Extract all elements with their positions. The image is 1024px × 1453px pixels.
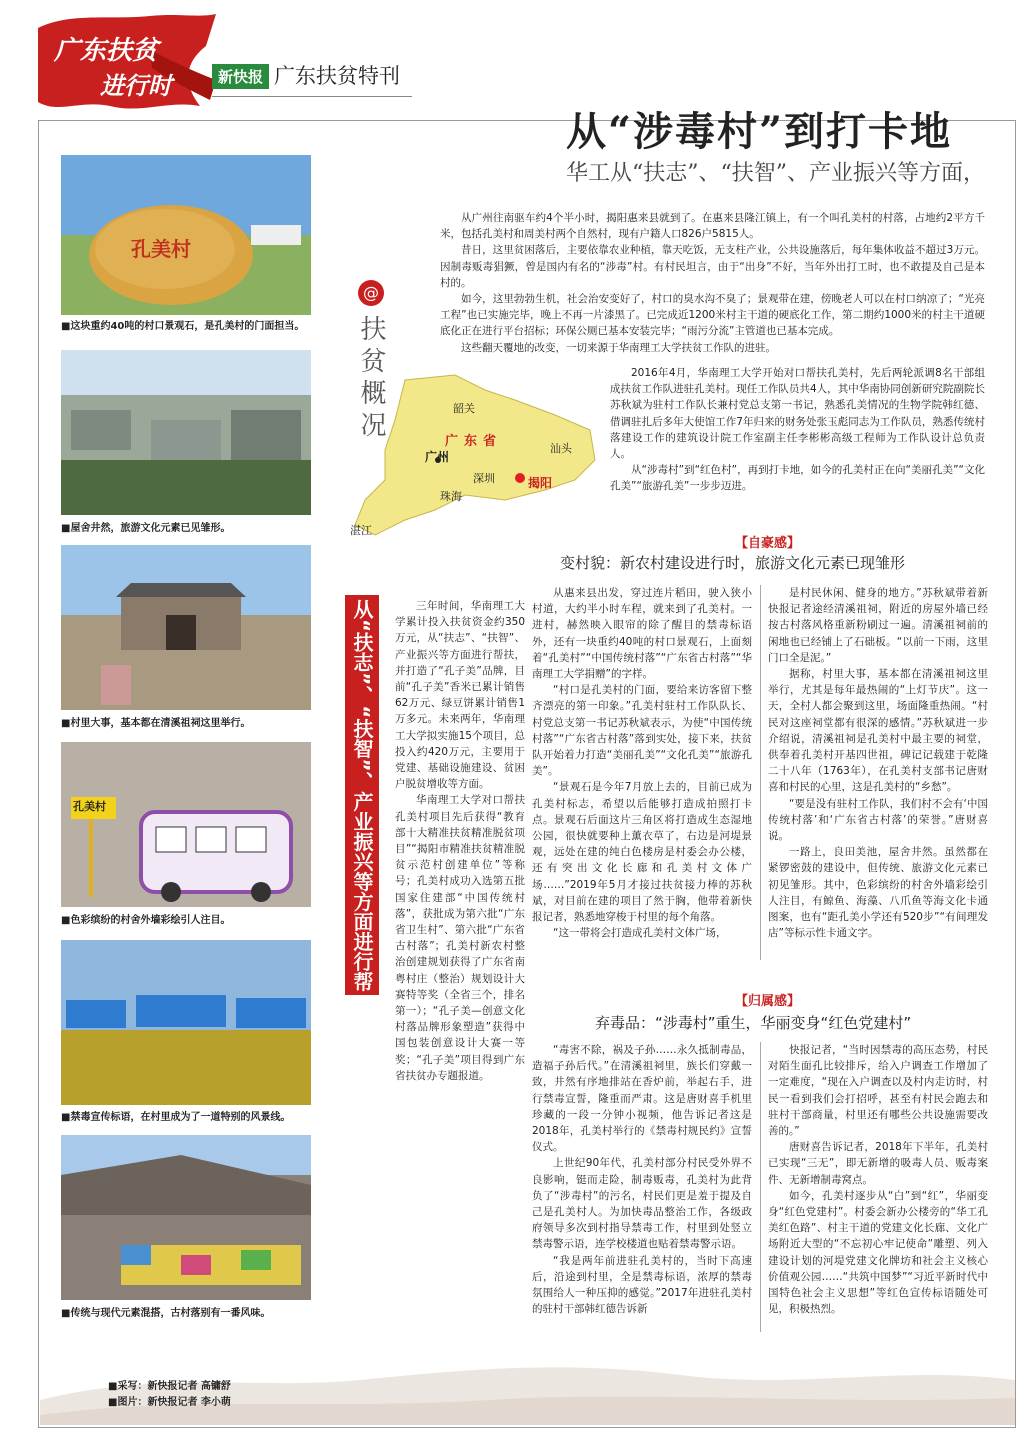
caption-old-village: ■传统与现代元素混搭，古村落别有一番风味。 xyxy=(61,1308,271,1319)
section2-col2 xyxy=(768,1042,988,1317)
mural-sign-text: 孔美村 xyxy=(73,800,106,813)
banner-title-line2: 进行时 xyxy=(100,71,172,100)
credit-writer: ■采写：新快报记者 高镛舒 xyxy=(108,1381,231,1392)
left-column xyxy=(395,598,525,1084)
intro-block xyxy=(440,210,985,356)
intro-paragraph: 从“涉毒村”到“红色村”，再到打卡地，如今的孔美村正在向“美丽孔美”“文化孔美”“旅游孔美”一步步迈进。 xyxy=(610,464,985,493)
photo-stone xyxy=(61,155,311,315)
map-city-label: 揭阳 xyxy=(528,476,553,490)
intro-paragraph: 昔日，这里贫困落后，主要依靠农业种植，靠天吃饭，无支柱产业，公共设施落后，每年集体收益不超过3万元。因制毒贩毒猖獗，曾是国内有名的“涉毒”村。有村民坦言，由于“出身”不好，当年外出打工时，也不敢提及自己是本村的。 xyxy=(440,244,985,289)
map-city-label: 广州 xyxy=(425,450,450,464)
caption-slogan: ■禁毒宣传标语，在村里成为了一道特别的风景线。 xyxy=(61,1112,291,1123)
caption-houses: ■屋舍井然，旅游文化元素已见雏形。 xyxy=(61,523,231,534)
intro-block-2 xyxy=(610,365,985,495)
section1-col2 xyxy=(768,585,988,941)
section1-paragraph: “村口是孔美村的门面，要给来访客留下整齐漂亮的第一印象。”孔美村驻村工作队队长、村党总支第一书记苏秋斌表示，为使“中国传统村落”“广东省古村落”落到实处，接下来，扶贫队开始着力打造“美丽孔美”“文化孔美”“旅游孔美”。 xyxy=(532,684,752,778)
section2-title: 弃毒品：“涉毒村”重生，华丽变身“红色党建村” xyxy=(595,1014,912,1032)
at-badge: @ xyxy=(358,280,384,306)
intro-paragraph: 这些翻天覆地的改变，一切来源于华南理工大学扶贫工作队的进驻。 xyxy=(461,341,776,354)
intro-paragraph: 从广州往南驱车约4个半小时，揭阳惠来县就到了。在惠来县隆江镇上，有一个叫孔美村的村落，占地约2平方千米，包括孔美村和周美村两个自然村，现有户籍人口826户5815人。 xyxy=(440,212,985,241)
photo-slogan xyxy=(61,940,311,1105)
intro-paragraph: 2016年4月，华南理工大学开始对口帮扶孔美村，先后两轮派调8名干部组成扶贫工作队进驻孔美村。现任工作队员共4人，其中华南协同创新研究院副院长苏秋斌为驻村工作队长兼村党总支第一书记，熟悉孔美情况的生物学院韩红德、借调驻扎后多年大使馆工作7年归来的财务处张玉彪同志为工作队员，熟悉传统村落建设工作的建筑设计院工作室副主任李彬彬高级工程师为工作队设计总负责人。 xyxy=(610,367,985,461)
map-province-label: 广东省 xyxy=(445,434,503,449)
section2-tag: 【归属感】 xyxy=(735,994,801,1009)
photo-mural xyxy=(61,742,311,907)
intro-paragraph: 如今，这里勃勃生机，社会治安变好了，村口的臭水沟不臭了；景观带在建，傍晚老人可以在村口纳凉了；“光亮工程”也已实施完毕，晚上不再一片漆黑了。已完成近1200米村主干道的硬底化工作，第二期约1000米的村主干道硬底化正在进行平台招标；环保公厕已基本安装完毕；“雨污分流”主管道也已基本完成。 xyxy=(440,293,985,338)
map-city-label: 深圳 xyxy=(473,472,495,485)
stone-text: 孔美村 xyxy=(131,237,191,261)
left-column-paragraph: 华南理工大学对口帮扶孔美村项目先后获得“教育部十大精准扶贫精准脱贫项目”“揭阳市精准扶贫精准脱贫示范村创建单位”等称号；孔美村成功入选第五批国家住建部“中国传统村落”，获批成为第六批“广东省卫生村”、第六批“广东省古村落”；孔美村新农村整治创建规划获得了广东省南粤村庄（整治）规划设计大赛特等奖（全省三个，排名第一）；“孔子美—创意文化村落品牌形象塑造”获得中国包装创意设计大赛一等奖；“孔子美”项目得到广东省扶贫办专题报道。 xyxy=(395,794,525,1082)
section2-paragraph: 快报记者，“当时因禁毒的高压态势，村民对陌生面孔比较排斥，给入户调查工作增加了一定难度，“现在入户调查以及村内走访时，村民一看到我们会打招呼，甚至有村民会跑去和驻村干部商量，村里还有哪些公共设施需要改善的。” xyxy=(768,1044,988,1138)
photo-houses xyxy=(61,350,311,515)
section1-paragraph: 从惠来县出发，穿过连片稻田，驶入狭小村道，大约半小时车程，就来到了孔美村。一进村，赫然映入眼帘的除了醒目的禁毒标语外，还有一块重约40吨的村口景观石，上面刻着“孔美村”“中国传统村落”“广东省古村落”“华南理工大学捐赠”的字样。 xyxy=(532,587,752,681)
photo-ancestral-hall xyxy=(61,545,311,710)
subheadline: 华工从“扶志”、“扶智”、产业振兴等方面， xyxy=(566,161,985,186)
map-city-label: 珠海 xyxy=(440,490,462,503)
caption-stone: ■这块重约40吨的村口景观石，是孔美村的门面担当。 xyxy=(61,321,305,332)
credit-photo: ■图片：新快报记者 李小萌 xyxy=(108,1397,231,1408)
section1-paragraph: “这一带将会打造成孔美村文体广场， xyxy=(553,927,727,940)
brand-row xyxy=(212,60,442,94)
section1-paragraph: “景观石是今年7月放上去的，目前已成为孔美村标志，希望以后能够打造成拍照打卡点。景观石后面这片三角区将打造成生态湿地公园，很快就要种上薰衣草了，右边是河堤景观，远处在建的纯白色楼房是村委会办公楼，还有突出文化长廊和孔美村文体广场……”2019年5月才接过扶贫接力棒的苏秋斌，对目前在建的项目了然于胸，他带着新快报记者，熟悉地穿梭于村里的每个角落。 xyxy=(532,781,752,924)
banner-title-line1: 广东扶贫 xyxy=(54,36,159,66)
brand-divider xyxy=(212,96,412,97)
section1-col1 xyxy=(532,585,752,941)
section2-paragraph: 唐财喜告诉记者，2018年下半年，孔美村已实现“三无”，即无新增的吸毒人员、贩毒案件、无新增制毒窝点。 xyxy=(768,1141,988,1186)
left-column-paragraph: 三年时间，华南理工大学累计投入扶贫资金约350万元，从“扶志”、“扶智”、产业振兴等方面进行帮扶，并打造了“孔子美”品牌，目前“孔子美”香米已累计销售62万元、绿豆饼累计销售1万多元。未来两年，华南理工大学拟实施15个项目，总投入约420万元，主要用于党建、基础设施建设、贫困户脱贫增收等方面。 xyxy=(395,600,525,791)
section1-paragraph: 一路上，良田美池，屋舍井然。虽然都在紧锣密鼓的建设中，但传统、旅游文化元素已初见雏形。其中，色彩缤纷的村舍外墙彩绘引人注目，有鲸鱼、海藻、八爪鱼等海文化卡通图案，也有“距孔美小学还有520步”“有间理发店”等标示性卡通文字。 xyxy=(768,846,988,940)
section2-paragraph: “我是两年前进驻孔美村的，当时下高速后，沿途到村里，全是禁毒标语，浓厚的禁毒氛围给人一种压抑的感觉。”2017年进驻孔美村的驻村干部韩红德告诉新 xyxy=(532,1254,752,1316)
vertical-heading: 从“扶志”、“扶智”、产业振兴等方面进行帮扶 xyxy=(345,595,379,995)
section1-tag: 【自豪感】 xyxy=(735,536,801,551)
map-city-label: 汕头 xyxy=(550,442,572,455)
caption-mural: ■色彩缤纷的村舍外墙彩绘引人注目。 xyxy=(61,915,231,926)
side-label: 扶贫概况 xyxy=(356,315,386,443)
map-city-label: 湛江 xyxy=(350,524,372,537)
column-divider xyxy=(760,1042,761,1332)
section2-col1 xyxy=(532,1042,752,1317)
brand-logo: 新快报 xyxy=(212,64,269,89)
brand-title: 广东扶贫特刊 xyxy=(274,64,400,88)
guangdong-map xyxy=(345,370,610,540)
section1-paragraph: 据称，村里大事，基本都在清溪祖祠这里举行，尤其是每年最热闹的“上灯节庆”。这一天，全村人都会聚到这里，场面隆重热闹。“村民对这座祠堂都有很深的感情。”苏秋斌进一步介绍说，清溪祖祠是孔美村中最主要的祠堂，供奉着孔美村开基四世祖，碑记记载建于乾隆二十八年（1763年），在孔美村支部书记唐财喜和村民的心里，这是孔美村的“乡愁”。 xyxy=(768,668,988,794)
section1-title: 变村貌：新农村建设进行时，旅游文化元素已现雏形 xyxy=(560,554,906,572)
headline: 从“涉毒村”到打卡地 xyxy=(566,108,953,155)
caption-ancestral-hall: ■村里大事，基本都在清溪祖祠这里举行。 xyxy=(61,718,251,729)
map-city-label: 韶关 xyxy=(453,402,475,415)
section2-paragraph: 上世纪90年代，孔美村部分村民受外界不良影响，铤而走险，制毒贩毒，孔美村为此背负了“涉毒村”的污名，村民们更是羞于提及自己是孔美村人。为加快毒品整治工作，各级政府领导多次到村指导禁毒工作，村里到处竖立禁毒警示语，连学校楼道也贴着禁毒警示语。 xyxy=(532,1157,752,1251)
section2-paragraph: 如今，孔美村逐步从“白”到“红”，华丽变身“红色党建村”。村委会新办公楼旁的“华工孔美红色路”、村主干道的党建文化长廊、文化广场附近大型的“不忘初心牢记使命”雕塑、列入建设计划的河堤党建文化牌坊和社会主义核心价值观公园……“共筑中国梦”“习近平新时代中国特色社会主义思想”等红色宣传标语随处可见，积极热烈。 xyxy=(768,1189,988,1316)
section1-paragraph: “要是没有驻村工作队，我们村不会有‘中国传统村落’和‘广东省古村落’的荣誉。”唐财喜说。 xyxy=(768,797,988,843)
column-divider xyxy=(760,585,761,960)
section2-paragraph: “毒害不除，祸及子孙……永久抵制毒品，造福子孙后代。”在清溪祖祠里，族长们穿戴一致，井然有序地排站在香炉前，举起右手，进行禁毒宣誓，隆重而严肃。这是唐财喜手机里珍藏的一段一分钟小视频，他告诉记者这是2018年，孔美村举行的《禁毒村规民约》宣誓仪式。 xyxy=(532,1044,752,1154)
banner-flag xyxy=(30,10,220,110)
section1-paragraph: 是村民休闲、健身的地方。”苏秋斌带着新快报记者途经清溪祖祠，附近的房屋外墙已经按古村落风格重新粉刷过一遍。清溪祖祠前的闲地也已经铺上了石础板。“以前一下雨，这里门口全是泥。” xyxy=(768,587,988,664)
photo-old-village xyxy=(61,1135,311,1300)
